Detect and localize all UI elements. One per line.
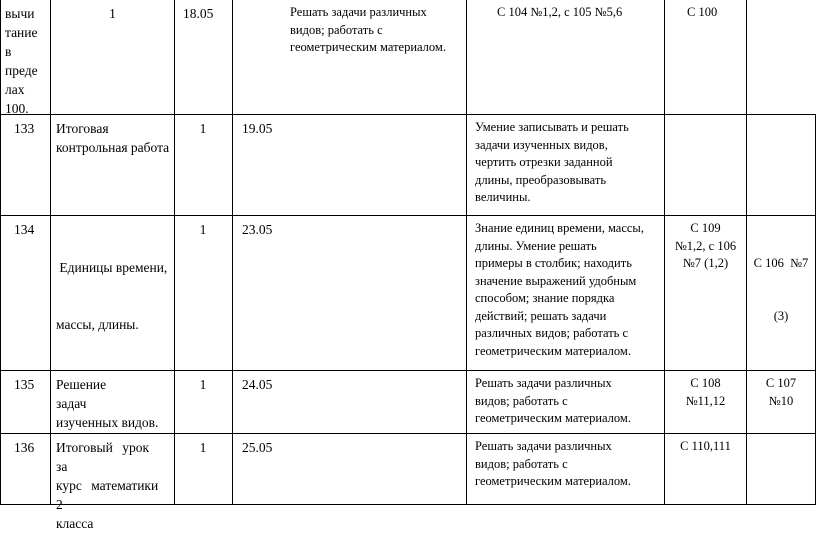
activity-cell: Решать задачи различных видов; работать с геометрическим материалом.	[290, 5, 446, 54]
homework-cell: С 110,111	[680, 439, 731, 453]
row-number-text: 100.	[5, 101, 29, 116]
row-number: 136	[14, 440, 35, 455]
hours-cell: 1	[199, 440, 207, 455]
extra-cell: С 107 №10	[765, 376, 797, 408]
row-number-text: вычи	[5, 6, 35, 21]
homework-cell: С 104 №1,2, с 105 №5,6	[497, 5, 623, 19]
column-divider	[50, 0, 51, 505]
topic-cell: Итоговый урок за курс математики 2 класса	[56, 440, 159, 531]
extra-cell: С 106 №7 (3)	[753, 256, 809, 323]
skills-cell: Знание единиц времени, массы, длины. Умение решать примеры в столбик; находить значение выражений удобным способом; знание порядка действий; решать задачи различных видов; работать с геометрическим материалом.	[475, 221, 644, 358]
hours-cell: 1	[199, 121, 207, 136]
date-cell: 18.05	[183, 6, 214, 21]
column-divider	[174, 0, 175, 505]
topic-cell: Итоговая контрольная работа	[56, 121, 170, 155]
row-number-text: тание	[5, 25, 38, 40]
hours-cell: 1	[199, 222, 207, 237]
extra-cell: С 100	[687, 5, 718, 19]
row-number-text: преде	[5, 63, 38, 78]
column-divider	[232, 0, 233, 505]
topic-line-justified: Решение задач	[56, 377, 107, 411]
row-number: 134	[14, 222, 35, 237]
row-number-text: в	[5, 44, 12, 59]
topic-cell: Единицы времени, массы, длины.	[56, 260, 168, 332]
row-divider	[0, 114, 816, 115]
row-divider	[0, 433, 816, 434]
homework-cell: С 109 №1,2, с 106 №7 (1,2)	[674, 221, 737, 270]
table-border	[0, 0, 1, 505]
hours-cell: 1	[109, 6, 116, 21]
row-number: 133	[14, 121, 35, 136]
skills-cell: Решать задачи различных видов; работать с геометрическим материалом.	[475, 376, 631, 425]
homework-cell: С 108 №11,12	[685, 376, 726, 408]
skills-cell: Умение записывать и решать задачи изученных видов, чертить отрезки заданной длины, преобразовывать величины.	[475, 120, 629, 204]
row-divider	[0, 215, 816, 216]
topic-cell: Решение задач изученных видов.	[56, 375, 168, 432]
date-cell: 24.05	[242, 377, 273, 392]
date-cell: 25.05	[242, 440, 273, 455]
row-number: 135	[14, 377, 35, 392]
date-cell: 23.05	[242, 222, 273, 237]
hours-cell: 1	[199, 377, 207, 392]
skills-cell: Решать задачи различных видов; работать с геометрическим материалом.	[475, 439, 631, 488]
row-number-text: лах	[5, 82, 25, 97]
date-cell: 19.05	[242, 121, 273, 136]
column-divider	[466, 0, 467, 505]
table-row	[5, 4, 49, 118]
